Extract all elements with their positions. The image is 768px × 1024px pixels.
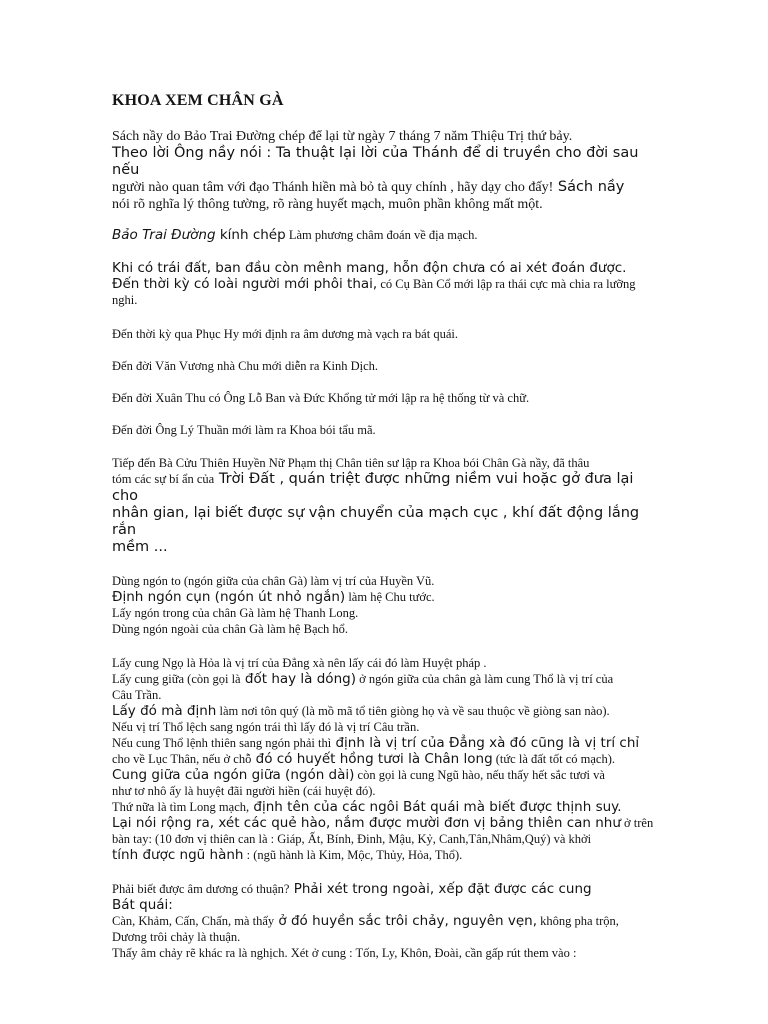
intro-line-4: nói rõ nghĩa lý thông tường, rõ ràng huyết mạch, muôn phần không mất một. (112, 197, 543, 212)
paragraph-khi (112, 260, 657, 308)
amduong-line-4: Dương trôi chảy là thuận. (112, 930, 241, 944)
amduong-line-1b: Phải xét trong ngoài, xếp đặt được các cung (289, 881, 592, 897)
byline-verb: kính chép (215, 227, 286, 243)
amduong-line-2: Bát quái: (112, 897, 173, 913)
cung-line-10 (112, 799, 657, 815)
document-page (112, 92, 657, 961)
cuuthien-line-2a: tóm các sự bí ẩn của (112, 472, 215, 486)
cuuthien-line-3: nhân gian, lại biết được sự vận chuyển của mạch cục , khí đất động lắng rắn (112, 505, 640, 538)
cung-line-13a: tính được ngũ hành (112, 847, 244, 863)
cung-line-2b: đốt hay là dóng) (240, 671, 356, 687)
intro-line-1: Sách nầy do Bảo Trai Đường chép để lại từ ngày 7 tháng 7 năm Thiệu Trị thứ bảy. (112, 129, 573, 144)
intro-line-3b: Sách nầy (553, 179, 625, 195)
cung-line-1: Lấy cung Ngọ là Hỏa là vị trí của Đẳng xà nên lấy cái đó làm Huyệt pháp . (112, 656, 487, 670)
byline (112, 227, 657, 243)
amduong-line-3 (112, 913, 657, 929)
intro-line-3 (112, 179, 657, 196)
document-title: KHOA XEM CHÂN GÀ (112, 92, 284, 109)
cung-line-2c: ở ngón giữa của chân gà làm cung Thổ là vị trí của (355, 672, 614, 686)
ngon-line-3: Lấy ngón trong của chân Gà làm hệ Thanh Long. (112, 606, 359, 620)
paragraph-vanvuong: Đến đời Văn Vương nhà Chu mới diễn ra Kinh Dịch. (112, 359, 379, 373)
cung-line-5: Nếu vị trí Thổ lệch sang ngón trái thì lấy đó là vị trí Câu trần. (112, 720, 420, 734)
khi-line-1: Khi có trái đất, ban đầu còn mênh mang, hỗn độn chưa có ai xét đoán được. (112, 260, 627, 276)
ngon-line-2 (112, 589, 657, 605)
amduong-line-3a: Càn, Khảm, Cấn, Chấn, mà thấy (112, 914, 275, 928)
cung-line-6b: định là vị trí của Đẳng xà đó cũng là vị trí chỉ (331, 735, 640, 751)
cung-line-2 (112, 671, 657, 687)
cung-line-6 (112, 735, 657, 751)
cung-line-13 (112, 847, 657, 863)
ngon-line-2b: làm hệ Chu tước. (345, 590, 435, 604)
intro-paragraph (112, 128, 657, 213)
cung-line-7 (112, 751, 657, 767)
cung-line-4a: Lấy đó mà định (112, 703, 217, 719)
paragraph-xuanthu: Đến đời Xuân Thu có Ông Lỗ Ban và Đức Khổng tử mới lập ra hệ thống từ và chữ. (112, 391, 530, 405)
byline-author: Bảo Trai Đường (112, 227, 216, 243)
paragraph-ngon (112, 573, 657, 637)
khi-line-3: nghi. (112, 293, 138, 307)
cuuthien-line-4: mềm ... (112, 539, 168, 555)
cung-line-8 (112, 767, 657, 783)
amduong-line-5: Thấy âm chảy rẽ khác ra là nghịch. Xét ở cung : Tốn, Ly, Khôn, Đoài, cần gấp rút them vào : (112, 946, 577, 960)
cuuthien-line-2b: Trời Đất , quán triệt được những niềm vui hoặc gở đưa lại cho (112, 471, 634, 504)
paragraph-lythuan: Đến đời Ông Lý Thuần mới làm ra Khoa bói tẩu mã. (112, 423, 376, 437)
paragraph-phuchy: Đến thời kỳ qua Phục Hy mới định ra âm dương mà vạch ra bát quái. (112, 327, 458, 341)
khi-line-2b: có Cụ Bàn Cổ mới lập ra thái cực mà chia ra lưỡng (377, 277, 636, 291)
khi-line-2a: Đến thời kỳ có loài người mới phôi thai, (112, 276, 378, 292)
cung-line-7b: đó có huyết hồng tươi là Chân long (251, 751, 493, 767)
ngon-line-4: Dùng ngón ngoài của chân Gà làm hệ Bạch hổ. (112, 622, 349, 636)
cung-line-13b: : (ngũ hành là Kim, Mộc, Thủy, Hỏa, Thổ). (243, 848, 463, 862)
cung-line-10a: Thứ nữa là tìm Long mạch, (112, 800, 250, 814)
byline-subtitle: Làm phương châm đoán về địa mạch. (285, 228, 478, 242)
cuuthien-line-2 (112, 471, 657, 505)
amduong-line-1a: Phải biết được âm dương có thuận? (112, 882, 290, 896)
amduong-line-3b: ở đó huyền sắc trôi chảy, nguyên vẹn, (274, 913, 537, 929)
cung-line-8a: Cung giữa của ngón giữa (ngón dài) (112, 767, 355, 783)
cung-line-9: như tơ nhô ấy là huyệt đãi người hiền (cái huyệt đó). (112, 784, 376, 798)
cung-line-4 (112, 703, 657, 719)
ngon-line-1: Dùng ngón to (ngón giữa của chân Gà) làm vị trí của Huyền Vũ. (112, 574, 435, 588)
intro-line-3a: người nào quan tâm với đạo Thánh hiền mà bỏ tà quy chính , hãy dạy cho đấy! (112, 180, 554, 195)
amduong-line-3c: không pha trộn, (537, 914, 619, 928)
cung-line-11b: ở trên (620, 816, 654, 830)
cung-line-2a: Lấy cung giữa (còn gọi là (112, 672, 241, 686)
ngon-line-2a: Định ngón cụn (ngón út nhỏ ngắn) (112, 589, 346, 605)
paragraph-cuuthien (112, 455, 657, 556)
paragraph-amduong (112, 881, 657, 961)
cung-line-4b: làm nơi tôn quý (là mồ mã tổ tiên giòng họ và về sau thuộc về giòng san nào). (216, 704, 610, 718)
cung-line-6a: Nếu cung Thổ lệnh thiên sang ngón phải thì (112, 736, 332, 750)
khi-line-2 (112, 276, 657, 292)
cung-line-3: Câu Trần. (112, 688, 162, 702)
amduong-line-1 (112, 881, 657, 897)
intro-line-2: Theo lời Ông nầy nói : Ta thuật lại lời của Thánh để di truyền cho đời sau nếu (112, 145, 639, 178)
cung-line-8b: còn gọi là cung Ngũ hào, nếu thấy hết sắc tươi và (354, 768, 605, 782)
cung-line-7a: cho về Lục Thân, nếu ở chỗ (112, 752, 252, 766)
cuuthien-line-1: Tiếp đến Bà Cửu Thiên Huyền Nữ Phạm thị Chân tiên sư lập ra Khoa bói Chân Gà nầy, đã thâu (112, 456, 590, 470)
cung-line-12: bàn tay: (10 đơn vị thiên can là : Giáp, Ất, Bính, Đinh, Mậu, Kỷ, Canh,Tân,Nhâm,Quý) và khởi (112, 832, 592, 846)
paragraph-cung (112, 655, 657, 863)
cung-line-7c: (tức là đất tốt có mạch). (492, 752, 615, 766)
cung-line-11 (112, 815, 657, 831)
cung-line-11a: Lại nói rộng ra, xét các quẻ hào, nắm được mười đơn vị bảng thiên can như (112, 815, 621, 831)
cung-line-10b: định tên của các ngôi Bát quái mà biết được thịnh suy. (249, 799, 622, 815)
